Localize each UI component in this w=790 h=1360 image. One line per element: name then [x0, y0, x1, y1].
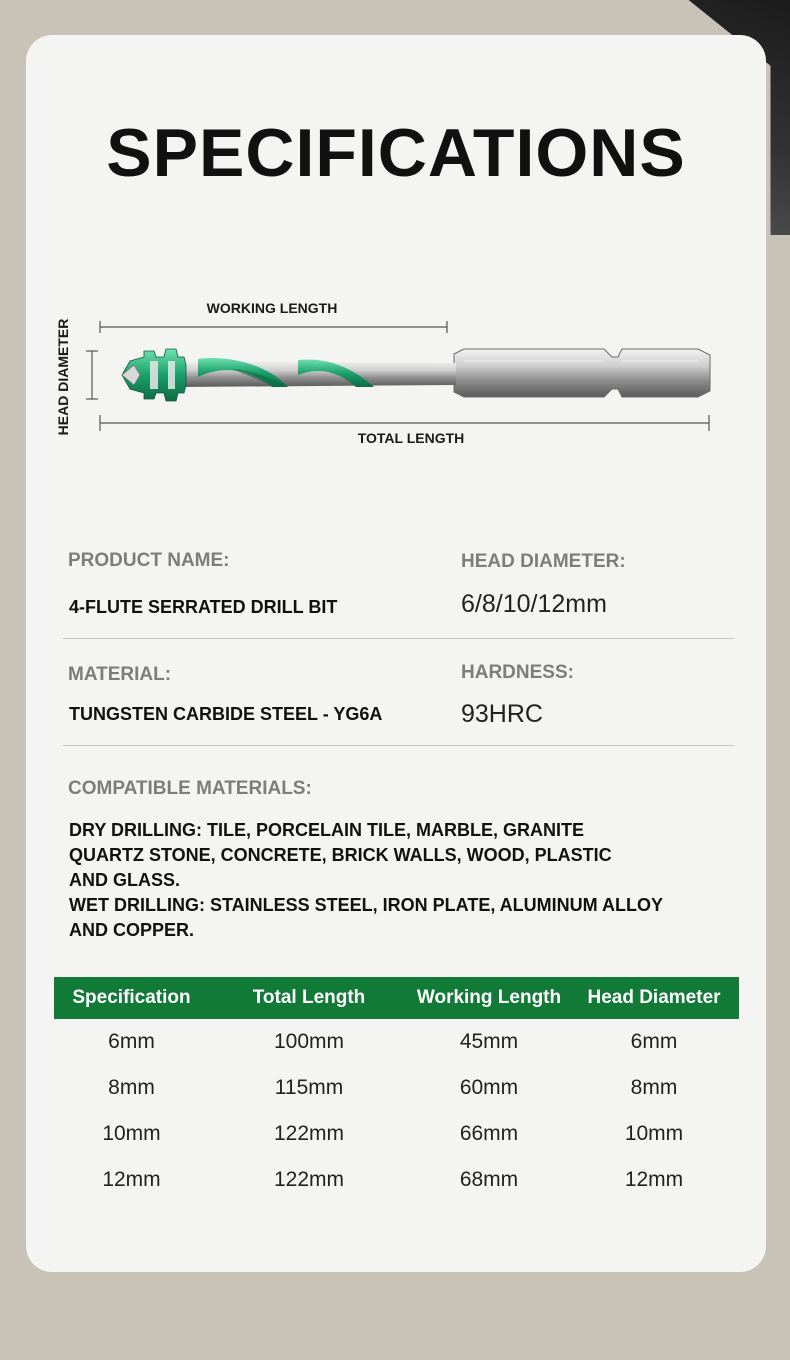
table-cell: 100mm [273, 1030, 345, 1053]
table-cell: 12mm [102, 1168, 161, 1191]
head-diameter-label: HEAD DIAMETER [55, 318, 71, 436]
divider [63, 638, 734, 639]
header-working-length: Working Length [416, 987, 562, 1008]
table-cell: 6mm [630, 1030, 678, 1053]
table-cell: 6mm [108, 1030, 155, 1053]
table-cell: 66mm [459, 1122, 519, 1145]
compatible-line: AND GLASS. [69, 870, 181, 890]
spec-table [54, 977, 739, 1203]
table-cell: 68mm [459, 1168, 519, 1191]
spec-card [26, 35, 766, 1272]
material-label: MATERIAL: [68, 664, 172, 685]
header-total-length: Total Length [252, 987, 366, 1008]
drill-bit-illustration [122, 349, 710, 401]
compatible-materials-text [69, 818, 749, 943]
compatible-line: DRY DRILLING: TILE, PORCELAIN TILE, MARBLE, GRANITE [69, 820, 584, 840]
compatible-materials-label: COMPATIBLE MATERIALS: [68, 778, 312, 799]
head-diameter-dimension [55, 319, 98, 436]
table-cell: 60mm [459, 1076, 519, 1099]
table-cell: 122mm [273, 1168, 345, 1191]
product-name-label: PRODUCT NAME: [68, 550, 230, 571]
table-cell: 12mm [624, 1168, 684, 1191]
table-cell: 10mm [102, 1122, 161, 1145]
compatible-line: AND COPPER. [69, 920, 195, 940]
working-length-dimension [100, 300, 447, 333]
total-length-dimension [100, 415, 709, 446]
table-cell: 45mm [459, 1030, 519, 1053]
compatible-line: WET DRILLING: STAINLESS STEEL, IRON PLATE, ALUMINUM ALLOY [69, 895, 663, 915]
table-cell: 115mm [274, 1076, 344, 1099]
page-title: SPECIFICATIONS [106, 115, 686, 191]
compatible-line: QUARTZ STONE, CONCRETE, BRICK WALLS, WOOD, PLASTIC [69, 845, 612, 865]
header-specification: Specification [72, 987, 191, 1008]
table-row [54, 1019, 739, 1065]
product-name-value: 4-FLUTE SERRATED DRILL BIT [69, 597, 338, 617]
table-cell: 8mm [108, 1076, 155, 1099]
divider [63, 745, 734, 746]
table-cell: 8mm [630, 1076, 678, 1099]
total-length-label: TOTAL LENGTH [357, 430, 465, 446]
table-row [54, 1111, 739, 1157]
head-diameter-spec-label: HEAD DIAMETER: [461, 551, 626, 572]
table-row [54, 1065, 739, 1111]
table-row [54, 1157, 739, 1203]
header-head-diameter: Head Diameter [587, 987, 721, 1008]
hardness-label: HARDNESS: [461, 662, 574, 683]
head-diameter-spec-value: 6/8/10/12mm [461, 590, 607, 618]
drill-bit-diagram [26, 35, 766, 465]
material-value: TUNGSTEN CARBIDE STEEL - YG6A [69, 704, 383, 724]
table-header [54, 977, 739, 1019]
working-length-label: WORKING LENGTH [206, 300, 338, 316]
table-cell: 10mm [624, 1122, 684, 1145]
table-cell: 122mm [273, 1122, 345, 1145]
hardness-value: 93HRC [461, 700, 543, 728]
